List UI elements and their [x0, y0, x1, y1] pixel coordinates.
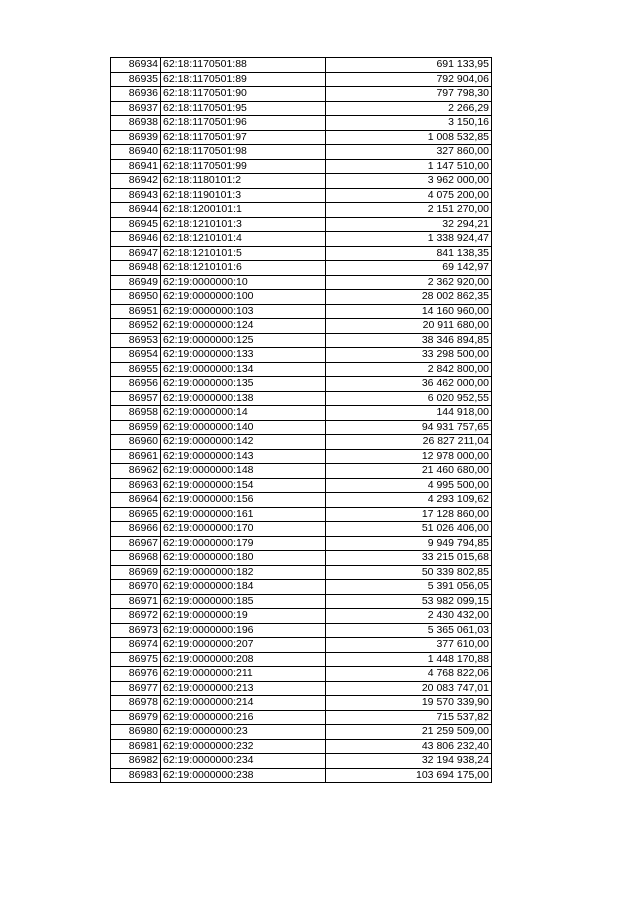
value-cell: 5 365 061,03: [326, 623, 492, 638]
value-cell: 4 293 109,62: [326, 493, 492, 508]
cadastral-number-cell: 62:18:1210101:6: [161, 261, 326, 276]
value-cell: 19 570 339,90: [326, 696, 492, 711]
value-cell: 103 694 175,00: [326, 768, 492, 783]
cadastral-number-cell: 62:19:0000000:184: [161, 580, 326, 595]
row-number-cell: 86949: [111, 275, 161, 290]
table-row: [111, 145, 492, 160]
table-row: [111, 696, 492, 711]
row-number-cell: 86967: [111, 536, 161, 551]
cadastral-number-cell: 62:18:1180101:2: [161, 174, 326, 189]
table-row: [111, 58, 492, 73]
row-number-cell: 86964: [111, 493, 161, 508]
table-row: [111, 522, 492, 537]
cadastral-number-cell: 62:19:0000000:10: [161, 275, 326, 290]
row-number-cell: 86957: [111, 391, 161, 406]
value-cell: 792 904,06: [326, 72, 492, 87]
row-number-cell: 86938: [111, 116, 161, 131]
value-cell: 4 075 200,00: [326, 188, 492, 203]
value-cell: 2 362 920,00: [326, 275, 492, 290]
value-cell: 21 259 509,00: [326, 725, 492, 740]
cadastral-number-cell: 62:18:1170501:95: [161, 101, 326, 116]
row-number-cell: 86945: [111, 217, 161, 232]
table-row: [111, 87, 492, 102]
table-row: [111, 232, 492, 247]
cadastral-number-cell: 62:19:0000000:185: [161, 594, 326, 609]
value-cell: 5 391 056,05: [326, 580, 492, 595]
value-cell: 43 806 232,40: [326, 739, 492, 754]
cadastral-number-cell: 62:19:0000000:103: [161, 304, 326, 319]
row-number-cell: 86947: [111, 246, 161, 261]
table-row: [111, 333, 492, 348]
value-cell: 38 346 894,85: [326, 333, 492, 348]
table-row: [111, 725, 492, 740]
row-number-cell: 86939: [111, 130, 161, 145]
value-cell: 94 931 757,65: [326, 420, 492, 435]
cadastral-number-cell: 62:19:0000000:208: [161, 652, 326, 667]
table-row: [111, 261, 492, 276]
cadastral-number-cell: 62:19:0000000:142: [161, 435, 326, 450]
cadastral-number-cell: 62:19:0000000:156: [161, 493, 326, 508]
table-row: [111, 493, 492, 508]
table-row: [111, 754, 492, 769]
value-cell: 1 008 532,85: [326, 130, 492, 145]
table-row: [111, 101, 492, 116]
row-number-cell: 86963: [111, 478, 161, 493]
row-number-cell: 86952: [111, 319, 161, 334]
value-cell: 1 147 510,00: [326, 159, 492, 174]
value-cell: 28 002 862,35: [326, 290, 492, 305]
row-number-cell: 86941: [111, 159, 161, 174]
table-row: [111, 406, 492, 421]
value-cell: 2 430 432,00: [326, 609, 492, 624]
row-number-cell: 86953: [111, 333, 161, 348]
value-cell: 53 982 099,15: [326, 594, 492, 609]
table-row: [111, 217, 492, 232]
cadastral-number-cell: 62:19:0000000:148: [161, 464, 326, 479]
value-cell: 33 298 500,00: [326, 348, 492, 363]
cadastral-number-cell: 62:19:0000000:161: [161, 507, 326, 522]
table-row: [111, 652, 492, 667]
row-number-cell: 86944: [111, 203, 161, 218]
row-number-cell: 86956: [111, 377, 161, 392]
row-number-cell: 86982: [111, 754, 161, 769]
value-cell: 715 537,82: [326, 710, 492, 725]
value-cell: 9 949 794,85: [326, 536, 492, 551]
table-row: [111, 290, 492, 305]
table-row: [111, 72, 492, 87]
row-number-cell: 86965: [111, 507, 161, 522]
row-number-cell: 86960: [111, 435, 161, 450]
value-cell: 32 294,21: [326, 217, 492, 232]
row-number-cell: 86961: [111, 449, 161, 464]
row-number-cell: 86966: [111, 522, 161, 537]
row-number-cell: 86943: [111, 188, 161, 203]
cadastral-number-cell: 62:19:0000000:234: [161, 754, 326, 769]
table-row: [111, 594, 492, 609]
cadastral-number-cell: 62:19:0000000:182: [161, 565, 326, 580]
row-number-cell: 86977: [111, 681, 161, 696]
row-number-cell: 86942: [111, 174, 161, 189]
value-cell: 20 911 680,00: [326, 319, 492, 334]
table-row: [111, 435, 492, 450]
cadastral-number-cell: 62:19:0000000:214: [161, 696, 326, 711]
row-number-cell: 86974: [111, 638, 161, 653]
value-cell: 36 462 000,00: [326, 377, 492, 392]
value-cell: 32 194 938,24: [326, 754, 492, 769]
value-cell: 144 918,00: [326, 406, 492, 421]
row-number-cell: 86970: [111, 580, 161, 595]
value-cell: 797 798,30: [326, 87, 492, 102]
value-cell: 1 448 170,88: [326, 652, 492, 667]
row-number-cell: 86979: [111, 710, 161, 725]
table-row: [111, 174, 492, 189]
row-number-cell: 86973: [111, 623, 161, 638]
cadastral-number-cell: 62:19:0000000:138: [161, 391, 326, 406]
table-row: [111, 246, 492, 261]
value-cell: 51 026 406,00: [326, 522, 492, 537]
table-row: [111, 768, 492, 783]
cadastral-number-cell: 62:18:1210101:3: [161, 217, 326, 232]
cadastral-number-cell: 62:19:0000000:238: [161, 768, 326, 783]
data-table: [110, 57, 492, 783]
value-cell: 26 827 211,04: [326, 435, 492, 450]
row-number-cell: 86971: [111, 594, 161, 609]
cadastral-number-cell: 62:18:1170501:88: [161, 58, 326, 73]
table-row: [111, 362, 492, 377]
table-row: [111, 159, 492, 174]
table-row: [111, 319, 492, 334]
value-cell: 21 460 680,00: [326, 464, 492, 479]
value-cell: 1 338 924,47: [326, 232, 492, 247]
row-number-cell: 86968: [111, 551, 161, 566]
table-row: [111, 188, 492, 203]
cadastral-number-cell: 62:19:0000000:216: [161, 710, 326, 725]
row-number-cell: 86954: [111, 348, 161, 363]
row-number-cell: 86935: [111, 72, 161, 87]
row-number-cell: 86937: [111, 101, 161, 116]
table-row: [111, 681, 492, 696]
value-cell: 3 150,16: [326, 116, 492, 131]
cadastral-number-cell: 62:19:0000000:232: [161, 739, 326, 754]
cadastral-number-cell: 62:19:0000000:135: [161, 377, 326, 392]
row-number-cell: 86972: [111, 609, 161, 624]
table-row: [111, 464, 492, 479]
table-row: [111, 609, 492, 624]
value-cell: 6 020 952,55: [326, 391, 492, 406]
table-row: [111, 391, 492, 406]
cadastral-number-cell: 62:19:0000000:140: [161, 420, 326, 435]
cadastral-number-cell: 62:19:0000000:23: [161, 725, 326, 740]
table-row: [111, 420, 492, 435]
row-number-cell: 86962: [111, 464, 161, 479]
cadastral-number-cell: 62:18:1190101:3: [161, 188, 326, 203]
cadastral-number-cell: 62:18:1170501:99: [161, 159, 326, 174]
table-row: [111, 377, 492, 392]
value-cell: 4 768 822,06: [326, 667, 492, 682]
cadastral-number-cell: 62:18:1200101:1: [161, 203, 326, 218]
value-cell: 3 962 000,00: [326, 174, 492, 189]
cadastral-number-cell: 62:19:0000000:170: [161, 522, 326, 537]
row-number-cell: 86955: [111, 362, 161, 377]
table-row: [111, 739, 492, 754]
table-row: [111, 130, 492, 145]
row-number-cell: 86951: [111, 304, 161, 319]
cadastral-number-cell: 62:19:0000000:125: [161, 333, 326, 348]
value-cell: 2 266,29: [326, 101, 492, 116]
table-body: [111, 58, 492, 783]
value-cell: 841 138,35: [326, 246, 492, 261]
value-cell: 4 995 500,00: [326, 478, 492, 493]
row-number-cell: 86975: [111, 652, 161, 667]
row-number-cell: 86958: [111, 406, 161, 421]
table-row: [111, 304, 492, 319]
row-number-cell: 86978: [111, 696, 161, 711]
value-cell: 14 160 960,00: [326, 304, 492, 319]
value-cell: 12 978 000,00: [326, 449, 492, 464]
table-row: [111, 710, 492, 725]
cadastral-number-cell: 62:18:1170501:90: [161, 87, 326, 102]
table-row: [111, 449, 492, 464]
cadastral-number-cell: 62:18:1210101:4: [161, 232, 326, 247]
cadastral-number-cell: 62:18:1170501:98: [161, 145, 326, 160]
value-cell: 327 860,00: [326, 145, 492, 160]
row-number-cell: 86946: [111, 232, 161, 247]
table-row: [111, 348, 492, 363]
value-cell: 377 610,00: [326, 638, 492, 653]
table-row: [111, 667, 492, 682]
value-cell: 2 151 270,00: [326, 203, 492, 218]
cadastral-number-cell: 62:19:0000000:207: [161, 638, 326, 653]
table-row: [111, 203, 492, 218]
table-row: [111, 275, 492, 290]
table-row: [111, 580, 492, 595]
cadastral-number-cell: 62:19:0000000:154: [161, 478, 326, 493]
cadastral-number-cell: 62:19:0000000:179: [161, 536, 326, 551]
row-number-cell: 86959: [111, 420, 161, 435]
table-row: [111, 507, 492, 522]
cadastral-number-cell: 62:18:1170501:89: [161, 72, 326, 87]
cadastral-number-cell: 62:19:0000000:213: [161, 681, 326, 696]
cadastral-number-cell: 62:18:1170501:97: [161, 130, 326, 145]
value-cell: 17 128 860,00: [326, 507, 492, 522]
table-row: [111, 478, 492, 493]
table-row: [111, 623, 492, 638]
value-cell: 69 142,97: [326, 261, 492, 276]
cadastral-number-cell: 62:18:1210101:5: [161, 246, 326, 261]
row-number-cell: 86940: [111, 145, 161, 160]
cadastral-number-cell: 62:19:0000000:14: [161, 406, 326, 421]
table-row: [111, 565, 492, 580]
value-cell: 20 083 747,01: [326, 681, 492, 696]
row-number-cell: 86934: [111, 58, 161, 73]
cadastral-number-cell: 62:19:0000000:19: [161, 609, 326, 624]
cadastral-number-cell: 62:19:0000000:180: [161, 551, 326, 566]
table-row: [111, 116, 492, 131]
table-row: [111, 536, 492, 551]
cadastral-number-cell: 62:18:1170501:96: [161, 116, 326, 131]
value-cell: 33 215 015,68: [326, 551, 492, 566]
row-number-cell: 86981: [111, 739, 161, 754]
table-row: [111, 551, 492, 566]
cadastral-number-cell: 62:19:0000000:124: [161, 319, 326, 334]
cadastral-number-cell: 62:19:0000000:211: [161, 667, 326, 682]
value-cell: 691 133,95: [326, 58, 492, 73]
row-number-cell: 86980: [111, 725, 161, 740]
cadastral-number-cell: 62:19:0000000:134: [161, 362, 326, 377]
table-row: [111, 638, 492, 653]
value-cell: 2 842 800,00: [326, 362, 492, 377]
row-number-cell: 86969: [111, 565, 161, 580]
cadastral-number-cell: 62:19:0000000:133: [161, 348, 326, 363]
cadastral-number-cell: 62:19:0000000:196: [161, 623, 326, 638]
row-number-cell: 86976: [111, 667, 161, 682]
cadastral-number-cell: 62:19:0000000:100: [161, 290, 326, 305]
cadastral-number-cell: 62:19:0000000:143: [161, 449, 326, 464]
row-number-cell: 86983: [111, 768, 161, 783]
row-number-cell: 86948: [111, 261, 161, 276]
row-number-cell: 86936: [111, 87, 161, 102]
row-number-cell: 86950: [111, 290, 161, 305]
value-cell: 50 339 802,85: [326, 565, 492, 580]
